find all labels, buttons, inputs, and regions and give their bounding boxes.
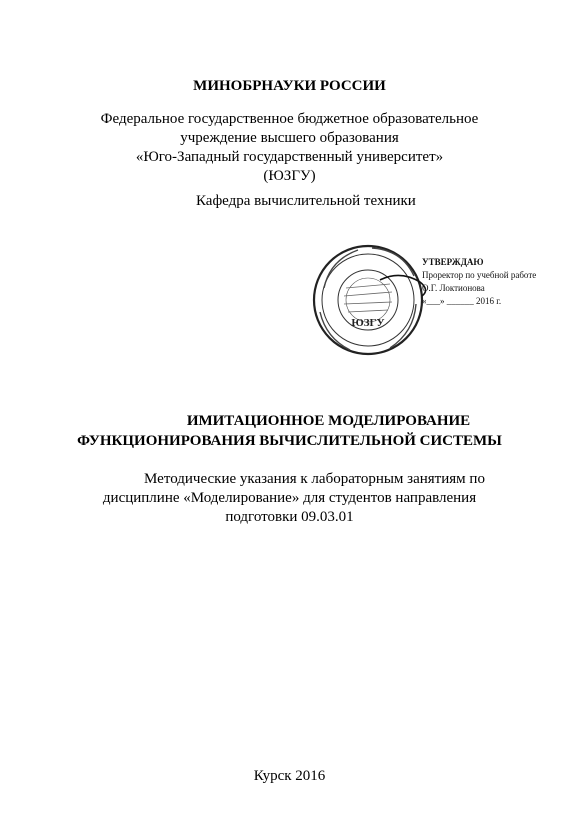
approval-heading: УТВЕРЖДАЮ (422, 257, 484, 267)
approval-block (300, 240, 540, 370)
description-line: подготовки 09.03.01 (225, 509, 354, 525)
ministry-name: МИНОБРНАУКИ РОССИИ (193, 78, 386, 94)
institution-line: учреждение высшего образования (180, 130, 399, 146)
description-line: дисциплине «Моделирование» для студентов направления (102, 490, 477, 506)
approval-text (422, 256, 542, 308)
approval-date: «___» ______ 2016 г. (422, 296, 502, 306)
institution-block (0, 110, 579, 186)
city-year: Курск 2016 (253, 768, 326, 784)
institution-line: (ЮЗГУ) (263, 168, 316, 184)
official-seal-stamp (310, 240, 440, 370)
approval-position: Проректор по учебной работе (422, 270, 537, 280)
institution-line: Федеральное государственное бюджетное образовательное (100, 111, 479, 127)
institution-line: «Юго-Западный государственный университет» (135, 149, 444, 165)
title-line: ИМИТАЦИОННОЕ МОДЕЛИРОВАНИЕ (186, 413, 471, 429)
approval-signatory: О.Г. Локтионова (422, 283, 485, 293)
document-description (0, 470, 579, 527)
seal-text: ЮЗГУ (351, 317, 385, 329)
department-name: Кафедра вычислительной техники (196, 193, 416, 209)
description-line: Методические указания к лабораторным занятиям по (144, 471, 485, 487)
title-line: ФУНКЦИОНИРОВАНИЯ ВЫЧИСЛИТЕЛЬНОЙ СИСТЕМЫ (77, 433, 502, 449)
document-title (0, 411, 579, 451)
